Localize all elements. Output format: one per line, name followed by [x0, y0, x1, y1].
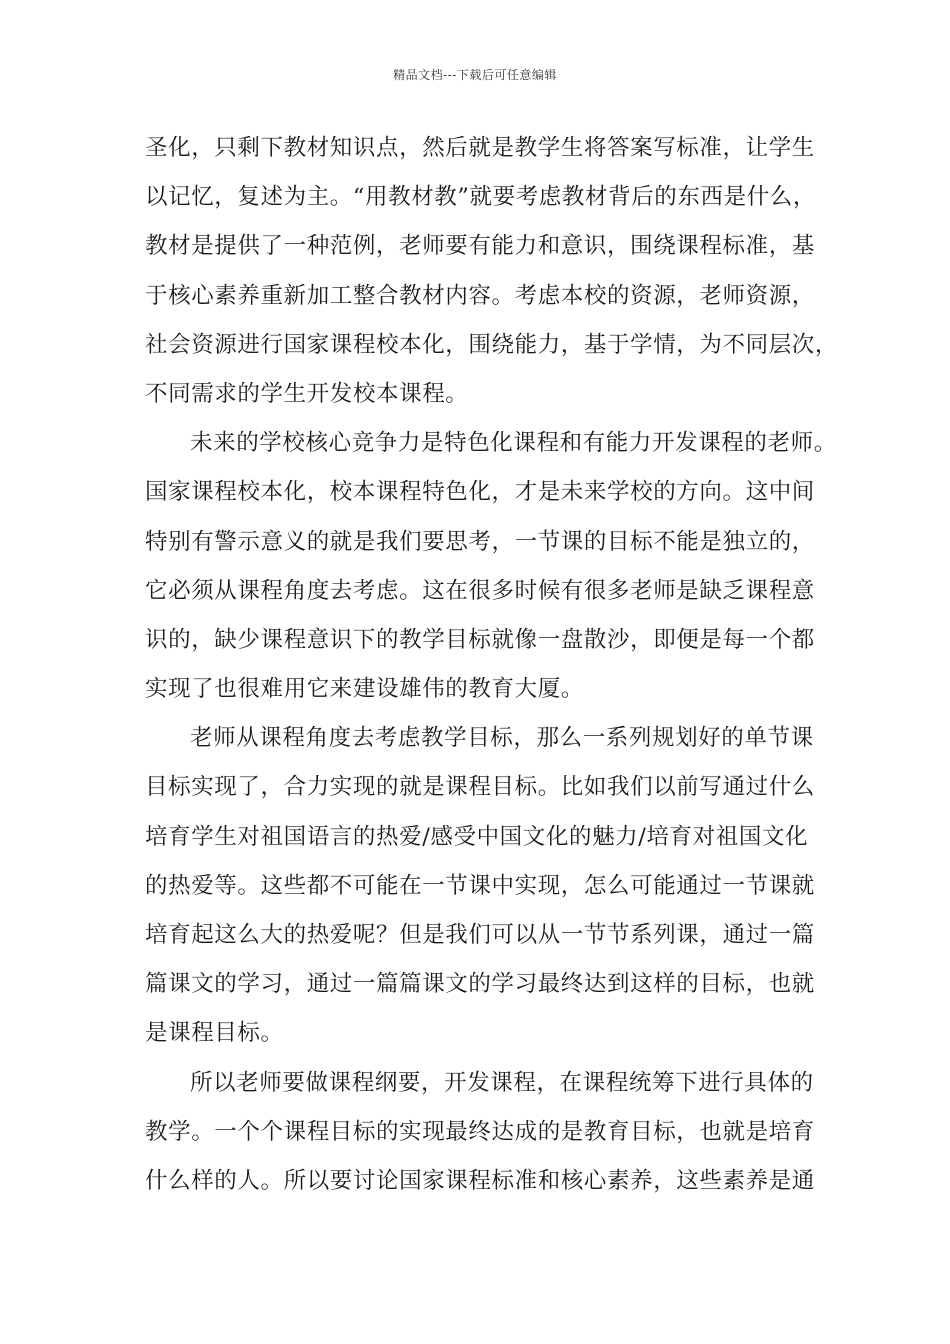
text-line: 培育起这么大的热爱呢？但是我们可以从一节节系列课，通过一篇: [145, 922, 815, 948]
text-line: 教学。一个个课程目标的实现最终达成的是教育目标，也就是培育: [145, 1118, 815, 1145]
page-header: 精品文档---下载后可任意编辑: [393, 68, 557, 82]
text-line: 于核心素养重新加工整合教材内容。考虑本校的资源，老师资源，: [145, 282, 815, 309]
paragraph-first-line: 老师从课程角度去考虑教学目标，那么一系列规划好的单节课: [190, 725, 814, 752]
text-line: 教材是提供了一种范例，老师要有能力和意识，围绕课程标准，基: [145, 233, 815, 260]
text-line: 国家课程校本化，校本课程特色化，才是未来学校的方向。这中间: [145, 479, 815, 506]
text-line: 识的，缺少课程意识下的教学目标就像一盘散沙，即便是每一个都: [145, 626, 815, 653]
text-line: 它必须从课程角度去考虑。这在很多时候有很多老师是缺乏课程意: [145, 577, 815, 604]
paragraph-first-line: 未来的学校核心竞争力是特色化课程和有能力开发课程的老师。: [190, 430, 837, 457]
document-body: [145, 124, 839, 1206]
text-line: 什么样的人。所以要讨论国家课程标准和核心素养，这些素养是通: [145, 1167, 815, 1194]
text-line: 圣化，只剩下教材知识点，然后就是教学生将答案写标准，让学生: [145, 135, 815, 161]
text-line: 篇课文的学习，通过一篇篇课文的学习最终达到这样的目标，也就: [145, 971, 815, 998]
text-line: 以记忆，复述为主。“用教材教”就要考虑教材背后的东西是什么，: [145, 184, 817, 211]
text-line: 不同需求的学生开发校本课程。: [145, 380, 469, 407]
text-line: 是课程目标。: [145, 1020, 284, 1047]
text-line: 培育学生对祖国语言的热爱/感受中国文化的魅力/培育对祖国文化: [145, 823, 809, 850]
text-line: 目标实现了，合力实现的就是课程目标。比如我们以前写通过什么: [145, 774, 815, 801]
text-line: 实现了也很难用它来建设雄伟的教育大厦。: [145, 676, 584, 703]
text-line: 社会资源进行国家课程校本化，围绕能力，基于学情，为不同层次，: [145, 331, 839, 358]
text-line: 的热爱等。这些都不可能在一节课中实现，怎么可能通过一节课就: [145, 872, 815, 899]
paragraph-first-line: 所以老师要做课程纲要，开发课程，在课程统筹下进行具体的: [190, 1069, 814, 1096]
text-line: 特别有警示意义的就是我们要思考，一节课的目标不能是独立的，: [145, 528, 815, 555]
